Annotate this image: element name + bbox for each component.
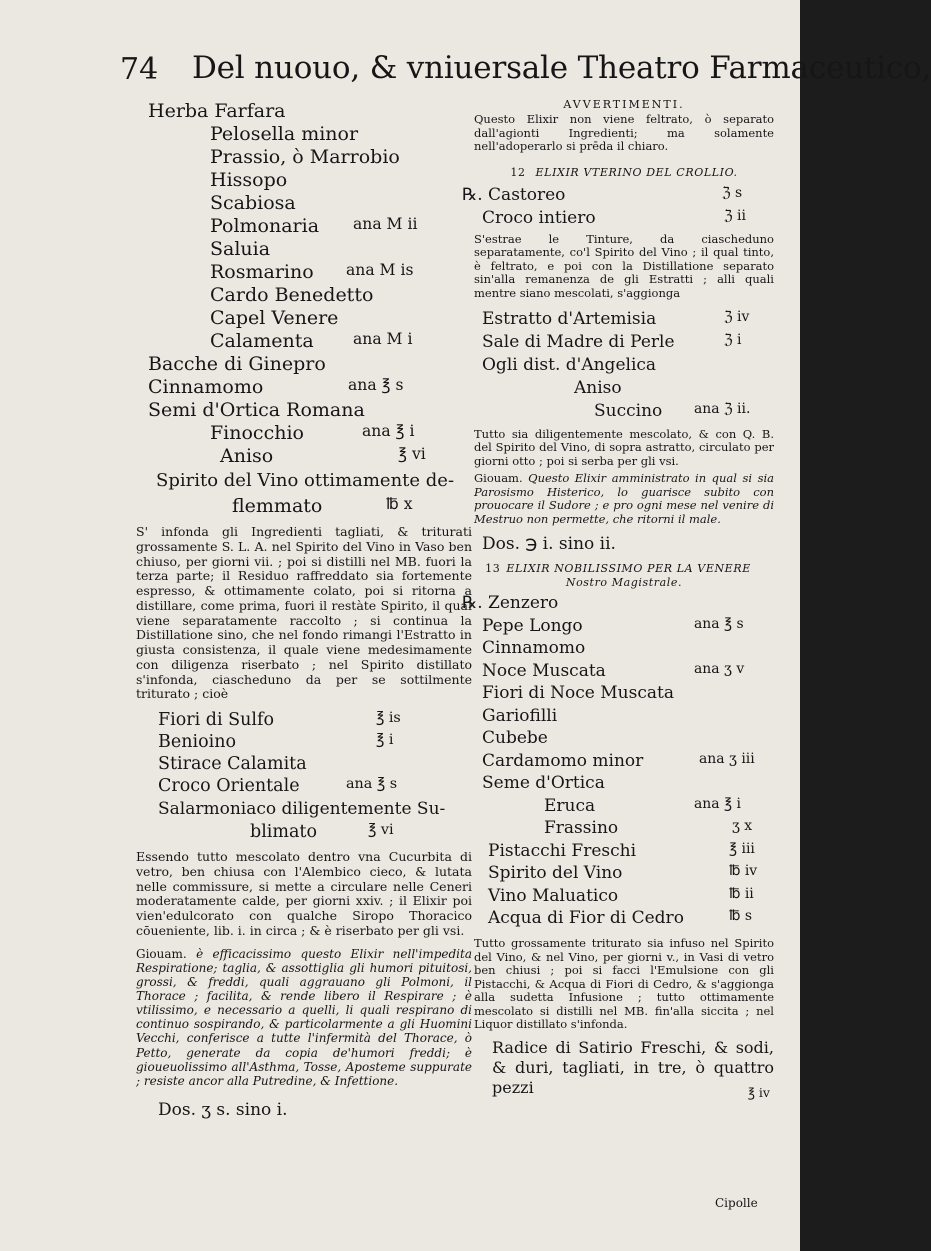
recipe-subtitle: Nostro Magistrale. <box>565 576 683 590</box>
catchword: Cipolle <box>715 1196 758 1210</box>
ingredient-row <box>148 192 472 215</box>
ingredient-row <box>148 330 472 353</box>
ingredient-row <box>474 616 774 639</box>
ingredient-row <box>148 169 472 192</box>
ingredient-name: Fiori di Noce Muscata <box>482 683 674 704</box>
ingredient-name: Cardamomo minor <box>482 750 644 771</box>
ingredient-row <box>158 754 472 776</box>
ingredient-qty: ℥ vi <box>398 445 426 463</box>
ingredient-name: Pepe Longo <box>482 615 583 636</box>
note-author: Giouam. <box>474 471 523 486</box>
ingredient-qty: ana ʒ v <box>694 660 745 677</box>
ingredient-row <box>148 376 472 399</box>
ingredient-name: Hissopo <box>210 169 288 191</box>
ingredient-name: Pelosella minor <box>210 123 359 145</box>
recipe-title-text: ELIXIR VTERINO DEL CROLLIO. <box>535 165 738 179</box>
right-column <box>462 98 775 1100</box>
ingredient-row <box>474 378 774 401</box>
ingredient-row <box>148 307 472 330</box>
ingredient-row <box>474 841 774 864</box>
ingredient-name: Succino <box>594 400 663 421</box>
ingredient-name: Bacche di Ginepro <box>148 353 326 375</box>
ingredient-name: Prassio, ò Marrobio <box>210 146 400 168</box>
ingredient-name: Croco Orientale <box>158 776 300 796</box>
paragraph: Essendo tutto mescolato dentro vna Cucurbita di vetro, ben chiusa con l'Alembico cieco, & lutata nelle commissure, si mette a circulare nelle Ceneri moderatamente calde, per giorni xxiv. ; il Elixir poi vien'edulcorato con qualche Siropo Thoracico cōueniente, lib. i. in circa ; & è riserbato per gli vsi. <box>136 849 472 938</box>
page-number: 74 <box>120 52 159 87</box>
ingredient-name: Gariofilli <box>482 705 558 726</box>
ingredient-qty: ana ℥ s <box>348 376 404 394</box>
ingredient-row <box>148 495 472 521</box>
paragraph: Tutto grossamente triturato sia infuso nel Spirito del Vino, & nel Vino, per giorni v., in Vasi di vetro ben chiusi ; poi si facci l'Emulsione con gli Pistacchi, & Acqua di Fiori di Cedro, & s'aggionga alla sudetta Infusione ; tutto ottimamente mescolato si distilli nel MB. fin'alla siccita ; nel Liquor distillato s'infonda. <box>474 935 774 1032</box>
note-text: Questo Elixir amministrato in qual si sia Parosismo Histerico, lo guarisce subito con prouocare il Sudore ; e pro ogni mese nel venire di Mestruo non permette, che ritorni il male. <box>474 471 775 526</box>
ingredient-row <box>462 593 774 616</box>
ingredient-name: Cardo Benedetto <box>210 284 374 306</box>
ingredient-row <box>462 184 774 208</box>
section-heading: AVVERTIMENTI. <box>563 98 685 111</box>
recipe-number: 12 <box>510 165 526 179</box>
recipe-number: 13 <box>485 562 501 576</box>
ingredient-row <box>474 773 774 796</box>
ingredient-name: Fiori di Sulfo <box>158 710 275 730</box>
ingredient-name: Noce Muscata <box>482 660 606 681</box>
ingredient-row <box>158 710 472 732</box>
paragraph: Questo Elixir non viene feltrato, ò separato dall'agionti Ingredienti; ma solamente nell'adoperarlo si prēda il chiaro. <box>474 112 774 154</box>
paragraph: S' infonda gli Ingredienti tagliati, & triturati grossamente S. L. A. nel Spirito del Vino in Vaso ben chiuso, per giorni vii. ; poi si distilli nel MB. fuori la terza parte; il Residuo raffreddato sia fortemente espresso, & ottimamente colato, poi si ritorna a distillare, come prima, fuori il restàte Spirito, il qual viene separatamente raccolto ; si continua la Distillatione sino, che nel fondo rimangi l'Estratto in giusta consistenza, il quale viene medesimamente con diligenza riserbato ; nel Spirito distillato s'infonda, ciascheduno da per se sottilmente triturato ; cioè <box>136 524 472 702</box>
ingredient-name: Scabiosa <box>210 192 296 214</box>
closing-ingredient <box>492 1038 774 1098</box>
ingredient-qty: ℨ ii <box>724 207 746 224</box>
ingredient-name: flemmato <box>232 495 323 517</box>
ingredient-name: Semi d'Ortica Romana <box>148 399 365 421</box>
ingredient-row <box>474 638 774 661</box>
ingredient-row <box>474 208 774 231</box>
ingredient-list <box>148 100 472 521</box>
ingredient-qty: ana M i <box>353 330 413 348</box>
ingredient-name: Vino Maluatico <box>488 885 619 906</box>
ingredient-row <box>474 818 774 841</box>
ingredient-row <box>474 751 774 774</box>
ingredient-list <box>158 710 472 846</box>
ingredient-qty: ℨ s <box>722 184 743 201</box>
ingredient-name: Spirito del Vino ottimamente de- <box>156 470 455 491</box>
ingredient-name: Pistacchi Freschi <box>488 840 637 861</box>
recipe-title <box>474 166 774 179</box>
paragraph: Tutto sia diligentemente mescolato, & con Q. B. del Spirito del Vino, di sopra astratto, circulato per giorni otto ; poi si serba per gli vsi. <box>474 426 774 468</box>
ingredient-name: Finocchio <box>210 422 304 444</box>
paragraph: S'estrae le Tinture, da ciascheduno separatamente, co'l Spirito del Vino ; il qual tinto, è feltrato, e poi con la Distillatione separato sin'alla remanenza de gli Estratti ; alli quali mentre siano mescolati, s'aggionga <box>474 231 774 300</box>
ingredient-name: Eruca <box>544 795 596 816</box>
ingredient-qty: ℔ iv <box>729 863 758 880</box>
ingredient-qty: ℔ x <box>386 495 413 513</box>
ingredient-name: Frassino <box>544 818 619 839</box>
ingredient-name: ℞. Castoreo <box>462 184 566 205</box>
ingredient-qty: ana ℨ ii. <box>694 400 751 417</box>
ingredient-name: Radice di Satirio Freschi, & sodi, & duri, tagliati, in tre, ò quattro pezzi <box>492 1037 774 1098</box>
ingredient-row <box>148 238 472 261</box>
ingredient-row <box>148 284 472 307</box>
ingredient-list <box>462 593 774 931</box>
ingredient-row <box>158 799 472 822</box>
recipe-title-text: ELIXIR NOBILISSIMO PER LA VENERE <box>506 562 751 576</box>
ingredient-name: Polmonaria <box>210 215 320 237</box>
ingredient-row <box>148 353 472 376</box>
ingredient-name: Calamenta <box>210 330 314 352</box>
ingredient-name: Cubebe <box>482 728 548 749</box>
ingredient-row <box>474 796 774 819</box>
ingredient-name: Ogli dist. d'Angelica <box>482 354 657 375</box>
ingredient-row <box>148 399 472 422</box>
ingredient-row <box>474 401 774 424</box>
physician-note <box>136 947 472 1089</box>
ingredient-qty: ana ʒ iii <box>699 750 755 767</box>
ingredient-row <box>474 886 774 909</box>
ingredient-row <box>148 100 472 123</box>
ingredient-row <box>148 123 472 146</box>
ingredient-qty: ana ℥ s <box>694 615 744 632</box>
ingredient-name: Stirace Calamita <box>158 754 307 774</box>
ingredient-name: Croco intiero <box>482 207 596 228</box>
dose: Dos. ʒ s. sino i. <box>158 1100 288 1121</box>
ingredient-row <box>158 732 472 754</box>
ingredient-qty: ℔ ii <box>729 885 754 902</box>
ingredient-name: Seme d'Ortica <box>482 773 605 794</box>
ingredient-qty: ʒ x <box>732 818 753 835</box>
physician-note <box>474 472 774 526</box>
ingredient-qty: ana ℥ i <box>362 422 415 440</box>
ingredient-row <box>148 470 472 495</box>
dose: Dos. ℈ i. sino ii. <box>482 534 616 555</box>
ingredient-name: Estratto d'Artemisia <box>482 308 657 329</box>
ingredient-name: Cinnamomo <box>482 638 586 659</box>
left-column <box>136 100 472 1121</box>
ingredient-qty: ℨ iv <box>724 308 750 325</box>
ingredient-row <box>474 908 774 931</box>
running-title: Del nuouo, & vniuersale Theatro Farmaceutico, <box>192 50 931 86</box>
ingredient-qty: ℥ iv <box>747 1084 770 1100</box>
ingredient-row <box>474 683 774 706</box>
ingredient-name: Rosmarino <box>210 261 314 283</box>
page-header <box>120 44 931 104</box>
ingredient-name: Capel Venere <box>210 307 339 329</box>
note-text: è efficacissimo questo Elixir nell'impedita Respiratione; taglia, & assottiglia gli humori pituitosi, grossi, & freddi, quali aggrauano gli Polmoni, il Thorace ; facilita, & rende libero il Respirare ; è vtilissimo, e necessario a quelli, li quali respirano di continuo sospirando, & particolarmente a gli Huomini Vecchi, conferisce a tutte l'infermità del Thorace, ò Petto, generate da copia de'humori freddi; è gioueuolissimo all'Asthma, Tosse, Aposteme suppurate ; resiste ancor alla Putredine, & Infettione. <box>136 946 472 1088</box>
ingredient-qty: ℥ i <box>376 732 394 748</box>
ingredient-name: Cinnamomo <box>148 376 264 398</box>
ingredient-qty: ana ℥ s <box>346 776 398 792</box>
ingredient-name: Herba Farfara <box>148 100 286 122</box>
ingredient-name: Aniso <box>220 445 274 467</box>
ingredient-qty: ℥ is <box>376 710 401 726</box>
ingredient-name: Aniso <box>574 377 622 398</box>
ingredient-qty: ℥ iii <box>729 840 755 857</box>
ingredient-row <box>474 332 774 355</box>
ingredient-row <box>158 822 472 846</box>
ingredient-list <box>474 309 774 424</box>
ingredient-name: ℞. Zenzero <box>462 593 559 614</box>
ingredient-qty: ℨ i <box>724 331 742 348</box>
ingredient-qty: ana M ii <box>353 215 418 233</box>
ingredient-name: Salarmoniaco diligentemente Su- <box>158 799 446 819</box>
note-author: Giouam. <box>136 946 187 961</box>
recipe-title <box>462 562 774 575</box>
ingredient-row <box>474 355 774 378</box>
ingredient-name: Sale di Madre di Perle <box>482 331 675 352</box>
ingredient-qty: ana M is <box>346 261 414 279</box>
ingredient-list <box>462 184 774 231</box>
ingredient-qty: ana ℥ i <box>694 795 741 812</box>
ingredient-qty: ℔ s <box>729 908 752 925</box>
ingredient-row <box>148 215 472 238</box>
ingredient-qty: ℥ vi <box>368 822 394 838</box>
ingredient-row <box>474 661 774 684</box>
ingredient-name: Saluia <box>210 238 271 260</box>
ingredient-name: Benioino <box>158 732 237 752</box>
ingredient-row <box>148 146 472 169</box>
ingredient-row <box>148 445 472 470</box>
ingredient-row <box>148 422 472 445</box>
ingredient-row <box>474 706 774 729</box>
ingredient-name: Spirito del Vino <box>488 863 623 884</box>
ingredient-name: Acqua di Fior di Cedro <box>488 908 684 929</box>
ingredient-row <box>158 776 472 799</box>
ingredient-name: blimato <box>250 822 317 842</box>
ingredient-row <box>474 309 774 332</box>
ingredient-row <box>148 261 472 284</box>
ingredient-row <box>474 728 774 751</box>
ingredient-row <box>474 863 774 886</box>
